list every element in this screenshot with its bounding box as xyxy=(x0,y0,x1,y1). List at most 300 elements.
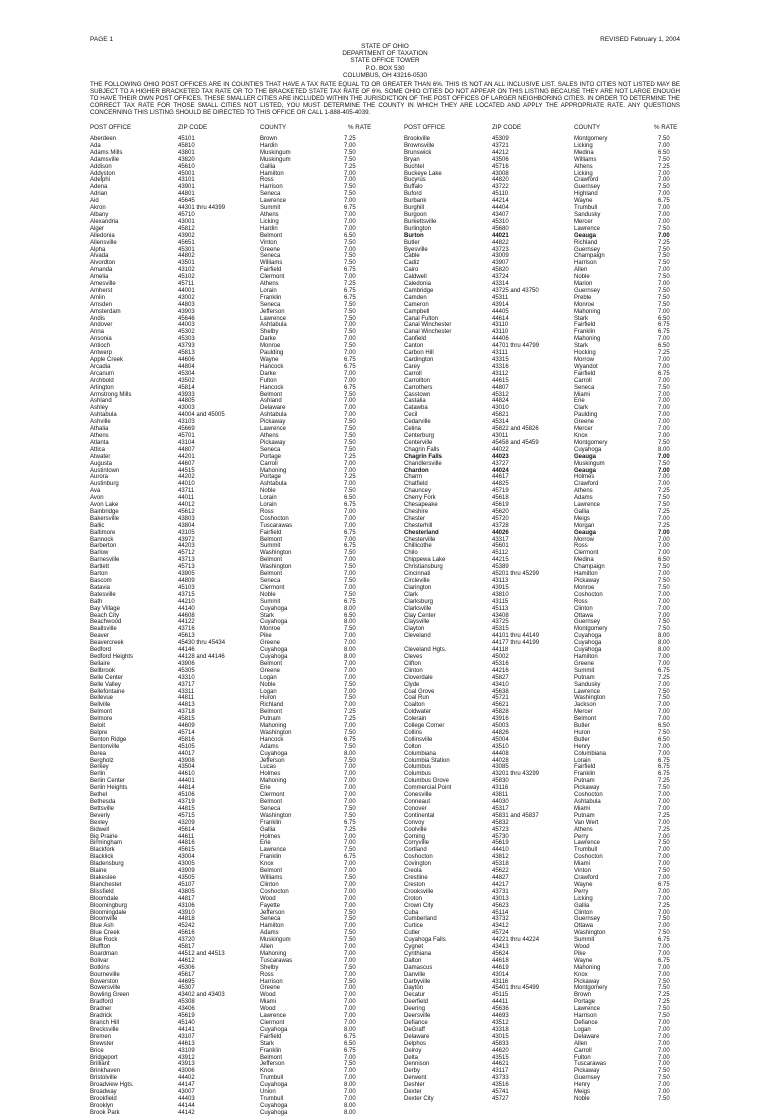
post-office-cell: Arlington xyxy=(90,384,114,391)
post-office-cell: Cumberland xyxy=(404,916,437,923)
post-office-cell: Bellville xyxy=(90,702,111,709)
listing-row xyxy=(404,702,704,709)
listing-row xyxy=(404,371,704,378)
post-office-cell: Cutler xyxy=(404,930,421,937)
rate-cell: 7.00 xyxy=(344,688,356,695)
listing-row xyxy=(90,571,390,578)
post-office-cell: Blue Ash xyxy=(90,923,114,930)
post-office-cell: Chandlersville xyxy=(404,460,442,467)
rate-cell: 7.00 xyxy=(658,405,670,412)
zip-code-cell: 43209 xyxy=(178,819,195,826)
post-office-cell: Bucyrus xyxy=(404,177,426,184)
listing-row xyxy=(90,191,390,198)
listing-row xyxy=(404,820,704,827)
rate-cell: 7.50 xyxy=(344,184,356,191)
zip-code-cell: 43501 xyxy=(178,260,195,267)
rate-cell: 6.75 xyxy=(658,757,670,764)
zip-code-cell: 43102 xyxy=(178,267,195,274)
post-office-cell: Celina xyxy=(404,426,422,433)
listing-row xyxy=(404,689,704,696)
county-cell: Montgomery xyxy=(574,626,608,633)
post-office-cell: Burlington xyxy=(404,225,432,232)
zip-code-cell: 43913 xyxy=(178,1061,195,1068)
rate-cell: 7.50 xyxy=(658,301,670,308)
listing-row xyxy=(90,695,390,702)
rate-cell: 7.50 xyxy=(658,916,670,923)
zip-code-cell: 45645 xyxy=(178,198,195,205)
county-cell: Williams xyxy=(574,156,597,163)
listing-row xyxy=(90,1020,390,1027)
county-cell: Monroe xyxy=(260,626,281,633)
listing-row xyxy=(90,1089,390,1096)
county-cell: Ottawa xyxy=(574,612,594,619)
zip-code-cell: 44221 thru 44224 xyxy=(492,937,540,944)
zip-code-cell: 43005 xyxy=(178,861,195,868)
rate-cell: 7.50 xyxy=(658,785,670,792)
rate-cell: 7.00 xyxy=(344,398,356,405)
rate-cell: 7.50 xyxy=(658,136,670,142)
listing-row xyxy=(404,889,704,896)
rate-cell: 8.00 xyxy=(658,640,670,647)
post-office-cell: Bristolville xyxy=(90,1075,118,1082)
header-rate: % RATE xyxy=(348,124,372,131)
listing-row xyxy=(90,550,390,557)
post-office-cell: Burton xyxy=(404,232,424,239)
county-cell: Wayne xyxy=(574,881,593,888)
rate-cell: 7.00 xyxy=(344,833,356,840)
post-office-cell: Antioch xyxy=(90,343,111,350)
county-cell: Knox xyxy=(260,1068,274,1075)
listing-row xyxy=(404,896,704,903)
listing-row xyxy=(404,412,704,419)
listing-row xyxy=(404,357,704,364)
zip-code-cell: 44004 and 45005 xyxy=(178,412,225,419)
listing-row xyxy=(404,516,704,523)
rate-cell: 7.00 xyxy=(344,702,356,709)
zip-code-cell: 43103 xyxy=(178,419,195,426)
rate-cell: 7.00 xyxy=(344,405,356,412)
zip-code-cell: 45815 xyxy=(178,716,195,723)
rate-cell: 7.00 xyxy=(344,336,356,343)
post-office-cell: Columbus xyxy=(404,771,432,778)
listing-row xyxy=(90,661,390,668)
rate-cell: 7.00 xyxy=(658,398,670,405)
zip-code-cell: 43315 xyxy=(492,357,509,363)
rate-cell: 7.00 xyxy=(658,1033,670,1040)
listing-row xyxy=(90,675,390,682)
county-cell: Hancock xyxy=(260,384,284,391)
post-office-cell: Baltimore xyxy=(90,529,116,536)
listing-row xyxy=(90,889,390,896)
header-county: COUNTY xyxy=(574,124,601,131)
county-cell: Tuscarawas xyxy=(260,957,293,964)
zip-code-cell: 44818 xyxy=(178,916,195,923)
post-office-cell: Andover xyxy=(90,322,113,329)
county-cell: Washington xyxy=(574,930,606,937)
listing-row xyxy=(404,474,704,481)
county-cell: Fairfield xyxy=(260,529,282,536)
post-office-cell: Cheshire xyxy=(404,508,429,515)
post-office-cell: Bradrick xyxy=(90,1013,113,1020)
zip-code-cell: 45314 xyxy=(492,419,509,426)
rate-cell: 7.00 xyxy=(658,874,670,881)
post-office-cell: Benton Ridge xyxy=(90,736,127,743)
rate-cell: 6.50 xyxy=(344,495,356,502)
post-office-cell: Bloomingburg xyxy=(90,902,128,909)
rate-cell: 7.25 xyxy=(658,488,670,495)
county-cell: Harrison xyxy=(574,1013,597,1020)
rate-cell: 7.00 xyxy=(344,1013,356,1020)
county-cell: Lawrence xyxy=(260,847,287,854)
zip-code-cell: 43013 xyxy=(492,895,509,902)
zip-code-cell: 45401 thru 45499 xyxy=(492,985,540,992)
county-cell: Muskingum xyxy=(260,937,291,944)
rate-cell: 7.00 xyxy=(658,571,670,578)
rate-cell: 7.25 xyxy=(344,453,356,460)
county-cell: Greene xyxy=(260,667,281,674)
post-office-cell: Columbiana xyxy=(404,750,437,757)
post-office-cell: Byesville xyxy=(404,246,428,253)
post-office-cell: Ansonia xyxy=(90,336,112,343)
rate-cell: 7.00 xyxy=(658,529,670,536)
post-office-cell: Cygnet xyxy=(404,944,424,951)
rate-cell: 6.75 xyxy=(344,287,356,294)
listing-row xyxy=(404,350,704,357)
left-listing xyxy=(90,136,390,1117)
zip-code-cell: 44610 xyxy=(178,771,195,778)
listing-row xyxy=(90,778,390,785)
county-cell: Mahoning xyxy=(260,778,287,785)
listing-row xyxy=(90,951,390,958)
listing-row xyxy=(90,530,390,537)
listing-row xyxy=(90,578,390,585)
rate-cell: 6.75 xyxy=(344,502,356,509)
rate-cell: 7.00 xyxy=(658,805,670,812)
listing-row xyxy=(90,219,390,226)
post-office-cell: Ava xyxy=(90,488,101,495)
zip-code-cell: 43793 xyxy=(178,343,195,350)
post-office-cell: Cecil xyxy=(404,412,418,419)
county-cell: Lorain xyxy=(574,757,591,764)
listing-row xyxy=(404,827,704,834)
listing-row xyxy=(90,1110,390,1117)
county-cell: Lawrence xyxy=(260,315,287,322)
post-office-cell: Coalton xyxy=(404,702,425,709)
zip-code-cell: 43407 xyxy=(492,211,509,218)
zip-code-cell: 44144 xyxy=(178,1102,195,1109)
listing-row xyxy=(90,226,390,233)
county-cell: Mercer xyxy=(574,709,593,716)
rate-cell: 7.00 xyxy=(658,536,670,543)
county-cell: Montgomery xyxy=(574,136,608,142)
rate-cell: 7.00 xyxy=(658,1089,670,1096)
rate-cell: 7.25 xyxy=(658,522,670,529)
post-office-cell: Blanchester xyxy=(90,881,122,888)
listing-row xyxy=(404,972,704,979)
county-cell: Gallia xyxy=(260,826,276,833)
rate-cell: 7.50 xyxy=(658,729,670,736)
rate-cell: 6.50 xyxy=(658,557,670,564)
rate-cell: 6.75 xyxy=(658,764,670,771)
county-cell: Guernsey xyxy=(574,916,601,923)
county-cell: Fairfield xyxy=(574,322,596,329)
rate-cell: 6.75 xyxy=(344,543,356,550)
county-cell: Butler xyxy=(574,723,590,730)
county-cell: Wood xyxy=(260,895,276,902)
county-cell: Wood xyxy=(260,1006,276,1013)
post-office-cell: Columbia Station xyxy=(404,757,450,764)
post-office-cell: Amesville xyxy=(90,281,116,288)
zip-code-cell: 45730 xyxy=(492,833,509,840)
zip-code-cell: 45101 xyxy=(178,136,195,142)
listing-row xyxy=(90,751,390,758)
rate-cell: 7.50 xyxy=(658,626,670,633)
rate-cell: 7.00 xyxy=(658,750,670,757)
listing-row xyxy=(90,378,390,385)
county-cell: Clinton xyxy=(574,909,593,916)
county-cell: Lorain xyxy=(260,287,277,294)
county-cell: Clermont xyxy=(574,550,599,557)
rate-cell: 7.50 xyxy=(344,253,356,260)
county-cell: Summit xyxy=(260,598,281,605)
zip-code-cell: 43733 xyxy=(492,1075,509,1082)
post-office-cell: Akron xyxy=(90,205,106,212)
county-cell: Gallia xyxy=(574,902,590,909)
county-cell: Seneca xyxy=(260,916,281,923)
zip-code-cell: 45004 xyxy=(492,736,509,743)
rate-cell: 6.50 xyxy=(658,315,670,322)
rate-cell: 7.50 xyxy=(344,329,356,336)
county-cell: Richland xyxy=(574,239,598,246)
post-office-cell: Arcanum xyxy=(90,370,115,377)
post-office-cell: Clarksburg xyxy=(404,598,434,605)
county-cell: Delaware xyxy=(260,405,286,412)
listing-row xyxy=(90,212,390,219)
rate-cell: 7.00 xyxy=(344,467,356,474)
zip-code-cell: 43105 xyxy=(178,529,195,536)
listing-row xyxy=(404,813,704,820)
county-cell: Williams xyxy=(260,874,283,881)
county-cell: Portage xyxy=(260,474,282,481)
county-cell: Mahoning xyxy=(574,964,601,971)
county-cell: Miami xyxy=(260,999,276,1006)
post-office-cell: Darbyville xyxy=(404,978,431,985)
rate-cell: 7.50 xyxy=(344,681,356,688)
rate-cell: 7.00 xyxy=(344,1095,356,1102)
post-office-cell: Attica xyxy=(90,446,106,453)
county-cell: Harrison xyxy=(574,260,597,267)
rate-cell: 7.00 xyxy=(344,177,356,184)
rate-cell: 7.00 xyxy=(658,847,670,854)
rate-cell: 7.50 xyxy=(658,246,670,253)
rate-cell: 7.00 xyxy=(658,432,670,439)
zip-code-cell: 43014 xyxy=(492,971,509,978)
zip-code-cell: 43412 xyxy=(492,923,509,930)
rate-cell: 7.00 xyxy=(344,764,356,771)
post-office-cell: Barnesville xyxy=(90,557,120,564)
rate-cell: 6.75 xyxy=(344,267,356,274)
listing-row xyxy=(404,295,704,302)
zip-code-cell: 45201 thru 45299 xyxy=(492,571,540,578)
zip-code-cell: 44214 xyxy=(492,198,509,205)
zip-code-cell: 43903 xyxy=(178,308,195,315)
rate-cell: 7.50 xyxy=(344,591,356,598)
listing-row xyxy=(90,253,390,260)
rate-cell: 6.75 xyxy=(344,384,356,391)
zip-code-cell: 43716 xyxy=(178,626,195,633)
county-cell: Erie xyxy=(260,840,271,847)
rate-cell: 7.00 xyxy=(658,211,670,218)
post-office-cell: Brook Park xyxy=(90,1109,120,1116)
listing-row xyxy=(90,440,390,447)
post-office-cell: Athalia xyxy=(90,426,109,433)
post-office-cell: Chardon xyxy=(404,467,429,474)
zip-code-cell: 45638 xyxy=(492,688,509,695)
listing-row xyxy=(404,205,704,212)
zip-code-cell: 44617 xyxy=(492,474,509,481)
listing-row xyxy=(90,592,390,599)
post-office-cell: Chesterhill xyxy=(404,522,433,529)
listing-row xyxy=(404,440,704,447)
county-cell: Noble xyxy=(260,591,276,598)
listing-row xyxy=(404,613,704,620)
agency-line: P.O. BOX 530 xyxy=(365,64,405,72)
rate-cell: 7.50 xyxy=(344,391,356,398)
zip-code-cell: 45112 xyxy=(492,550,509,557)
listing-row xyxy=(90,1068,390,1075)
zip-code-cell: 45701 xyxy=(178,432,195,439)
post-office-cell: Curtice xyxy=(404,923,424,930)
zip-code-cell: 43107 xyxy=(178,1033,195,1040)
rate-cell: 7.00 xyxy=(658,177,670,184)
county-cell: Licking xyxy=(260,218,279,225)
listing-row xyxy=(404,944,704,951)
county-cell: Cuyahoga xyxy=(260,750,288,757)
county-cell: Ross xyxy=(260,508,274,515)
listing-row xyxy=(90,979,390,986)
zip-code-cell: 45310 xyxy=(492,218,509,225)
rate-cell: 7.50 xyxy=(344,978,356,985)
post-office-cell: Chillicothe xyxy=(404,543,432,550)
zip-code-cell: 43722 xyxy=(492,184,509,191)
listing-row xyxy=(404,543,704,550)
listing-row xyxy=(90,619,390,626)
county-cell: Belmont xyxy=(260,391,283,398)
rate-cell: 7.50 xyxy=(344,874,356,881)
listing-row xyxy=(90,564,390,571)
rate-cell: 7.50 xyxy=(344,426,356,433)
post-office-cell: Columbus xyxy=(404,764,432,771)
listing-row xyxy=(90,896,390,903)
county-cell: Summit xyxy=(260,205,281,212)
post-office-cell: Christiansburg xyxy=(404,564,443,571)
listing-row xyxy=(404,322,704,329)
rate-cell: 7.50 xyxy=(344,446,356,453)
listing-row xyxy=(90,930,390,937)
rate-cell: 7.00 xyxy=(658,854,670,861)
county-cell: Adams xyxy=(260,930,279,937)
zip-code-cell: 45318 xyxy=(492,861,509,868)
listing-row xyxy=(404,281,704,288)
county-cell: Allen xyxy=(260,944,274,951)
county-cell: Perry xyxy=(574,833,589,840)
county-cell: Williams xyxy=(260,260,283,267)
listing-row xyxy=(404,730,704,737)
post-office-cell: Birmingham xyxy=(90,840,123,847)
zip-code-cell: 44822 xyxy=(492,239,509,246)
rate-cell: 7.50 xyxy=(344,578,356,584)
rate-cell: 6.50 xyxy=(344,612,356,619)
post-office-cell: Bolivar xyxy=(90,957,109,964)
rate-cell: 7.00 xyxy=(344,322,356,329)
listing-row xyxy=(404,157,704,164)
county-cell: Lawrence xyxy=(574,225,601,232)
zip-code-cell: 44147 xyxy=(178,1082,195,1089)
county-cell: Lawrence xyxy=(574,688,601,695)
post-office-cell: Cable xyxy=(404,253,420,260)
post-office-cell: Adrian xyxy=(90,191,108,198)
listing-row xyxy=(404,1027,704,1034)
listing-row xyxy=(404,530,704,537)
listing-row xyxy=(90,599,390,606)
post-office-cell: Bergholz xyxy=(90,757,114,764)
rate-cell: 6.75 xyxy=(658,370,670,377)
post-office-cell: Bellaire xyxy=(90,660,111,667)
rate-cell: 7.00 xyxy=(658,923,670,930)
post-office-cell: Cleves xyxy=(404,653,423,660)
rate-cell: 7.25 xyxy=(658,812,670,819)
zip-code-cell: 43724 xyxy=(492,274,509,281)
post-office-cell: Alvada xyxy=(90,253,109,260)
county-cell: Wayne xyxy=(574,957,593,964)
rate-cell: 6.75 xyxy=(344,819,356,826)
post-office-cell: Berlin Center xyxy=(90,778,126,785)
rate-cell: 7.50 xyxy=(658,1095,670,1102)
post-office-cell: Brice xyxy=(90,1047,104,1054)
listing-row xyxy=(404,868,704,875)
post-office-cell: Bethesda xyxy=(90,799,116,805)
post-office-cell: Chesterville xyxy=(404,536,436,543)
listing-row xyxy=(404,1096,704,1103)
zip-code-cell: 43111 xyxy=(492,350,508,357)
zip-code-cell: 43916 xyxy=(492,716,509,723)
zip-code-cell: 43727 xyxy=(492,460,509,467)
county-cell: Marion xyxy=(574,281,593,288)
zip-code-cell: 44411 xyxy=(492,999,509,1006)
listing-row xyxy=(404,461,704,468)
listing-row xyxy=(404,1006,704,1013)
rate-cell: 7.00 xyxy=(658,336,670,343)
zip-code-cell: 43803 xyxy=(178,515,195,522)
listing-row xyxy=(90,709,390,716)
county-cell: Darke xyxy=(260,370,277,377)
listing-row xyxy=(404,992,704,999)
zip-code-cell: 45140 xyxy=(178,1020,195,1026)
listing-row xyxy=(404,647,704,654)
listing-row xyxy=(90,433,390,440)
zip-code-cell: 43316 xyxy=(492,363,509,370)
zip-code-cell: 45317 xyxy=(492,805,509,812)
zip-code-cell: 43719 xyxy=(178,799,195,805)
rate-cell: 7.00 xyxy=(344,350,356,357)
county-cell: Jackson xyxy=(574,702,597,709)
listing-row xyxy=(90,1041,390,1048)
county-cell: Athens xyxy=(574,488,593,495)
zip-code-cell: 43915 xyxy=(492,584,509,591)
page-number: PAGE 1 xyxy=(90,36,114,43)
zip-code-cell: 45721 xyxy=(492,695,509,702)
zip-code-cell: 44701 thru 44799 xyxy=(492,343,540,350)
